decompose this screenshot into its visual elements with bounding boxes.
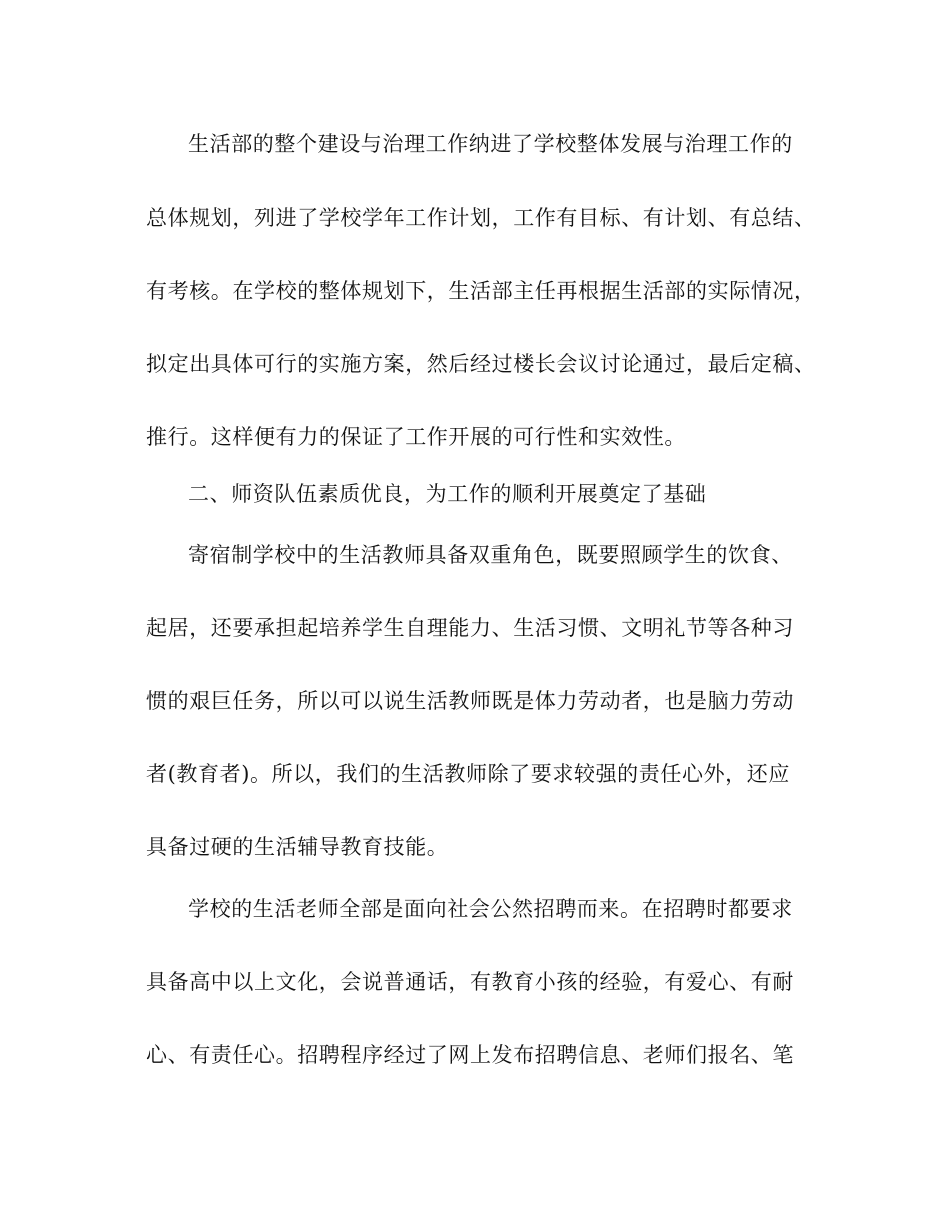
paragraph-2-line-5: 具备过硬的生活辅导教育技能。 <box>146 835 449 859</box>
paragraph-1-line-5: 推行。这样便有力的保证了工作开展的可行性和实效性。 <box>146 425 686 449</box>
paragraph-2-line-3: 惯的艰巨任务，所以可以说生活教师既是体力劳动者，也是脑力劳动 <box>146 689 794 713</box>
paragraph-1-line-3: 有考核。在学校的整体规划下，生活部主任再根据生活部的实际情况， <box>146 279 816 303</box>
paragraph-1-line-2: 总体规划，列进了学校学年工作计划，工作有目标、有计划、有总结、 <box>146 206 816 230</box>
paragraph-3-line-2: 具备高中以上文化，会说普通话，有教育小孩的经验，有爱心、有耐 <box>146 970 794 994</box>
paragraph-2-line-1: 寄宿制学校中的生活教师具备双重角色，既要照顾学生的饮食、 <box>188 543 793 567</box>
section-heading-2: 二、师资队伍素质优良，为工作的顺利开展奠定了基础 <box>188 482 707 506</box>
paragraph-2-line-2: 起居，还要承担起培养学生自理能力、生活习惯、文明礼节等各种习 <box>146 616 794 640</box>
paragraph-3-line-1: 学校的生活老师全部是面向社会公然招聘而来。在招聘时都要求 <box>188 897 793 921</box>
paragraph-2-line-4: 者(教育者)。所以，我们的生活教师除了要求较强的责任心外，还应 <box>146 762 790 786</box>
paragraph-1-line-1: 生活部的整个建设与治理工作纳进了学校整体发展与治理工作的 <box>188 132 793 156</box>
paragraph-3-line-3: 心、有责任心。招聘程序经过了网上发布招聘信息、老师们报名、笔 <box>146 1043 794 1067</box>
paragraph-1-line-4: 拟定出具体可行的实施方案，然后经过楼长会议讨论通过，最后定稿、 <box>146 352 816 376</box>
